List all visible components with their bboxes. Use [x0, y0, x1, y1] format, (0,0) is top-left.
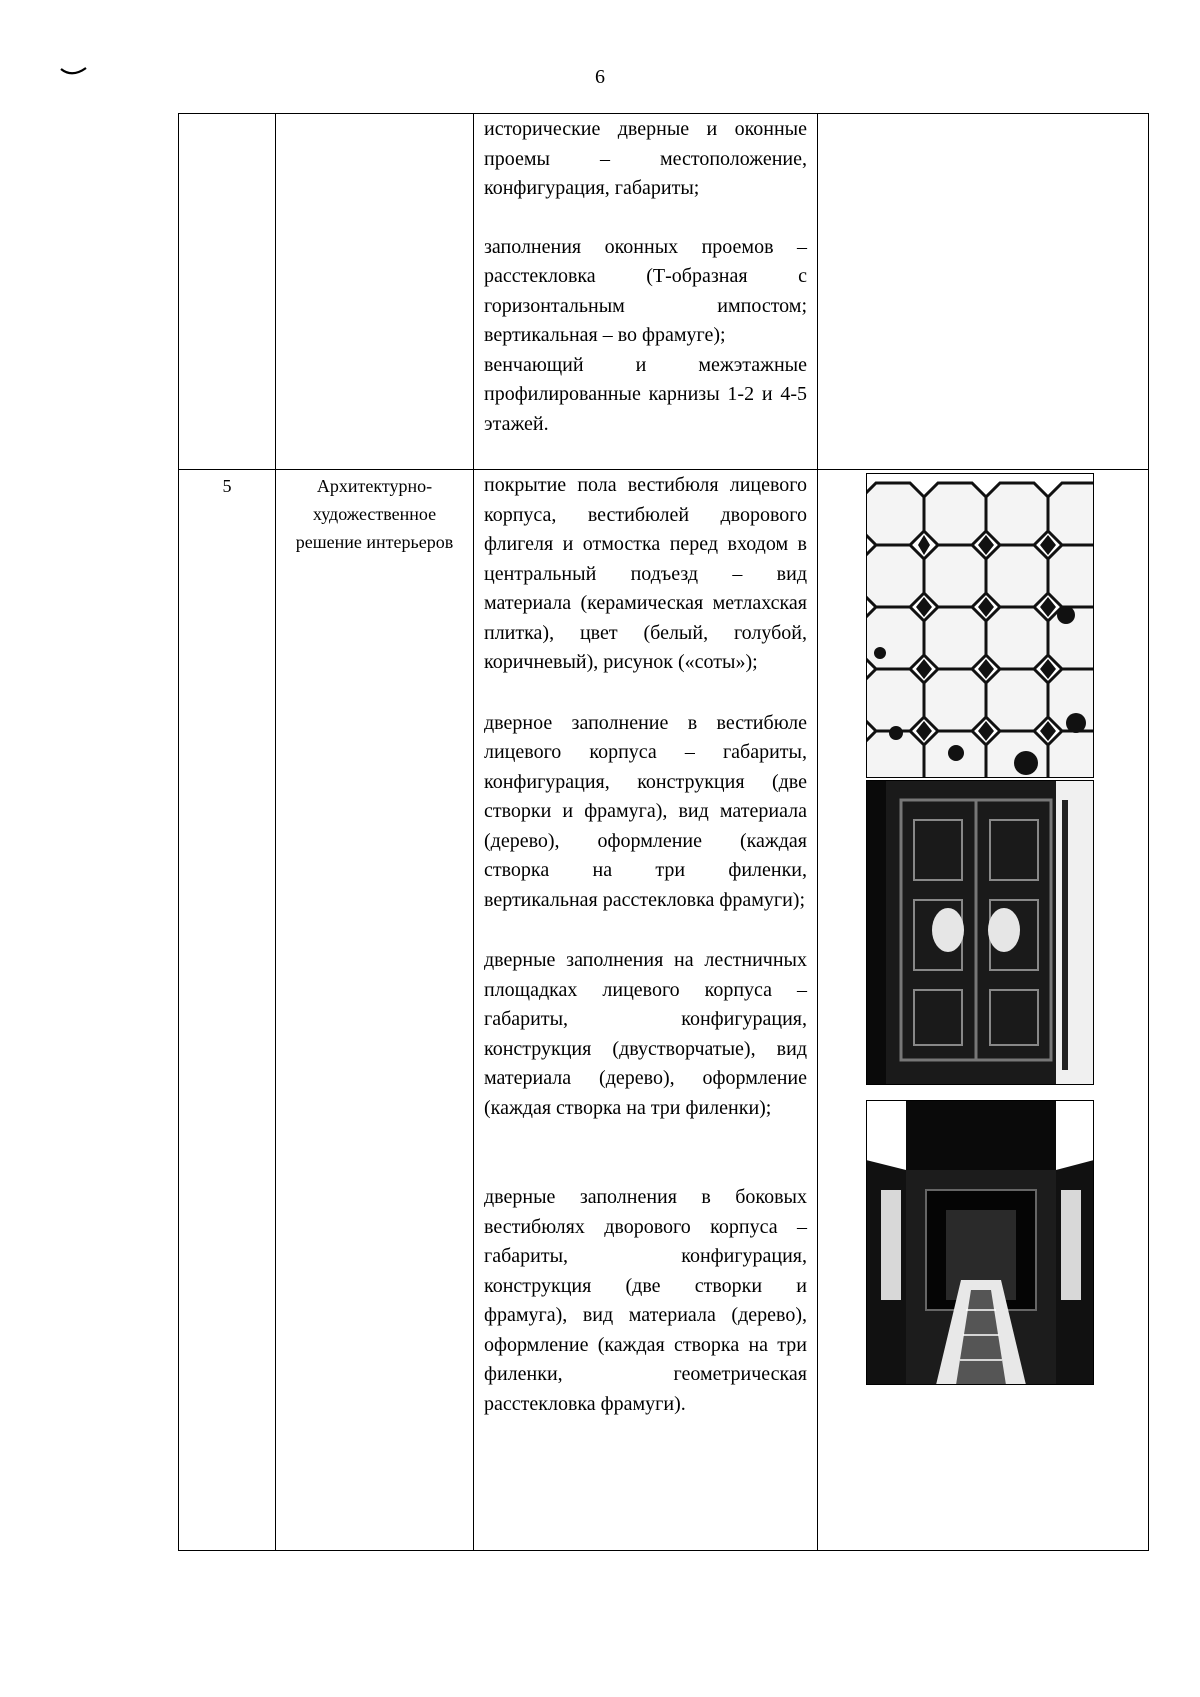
section-name-cell: [276, 114, 474, 470]
section-name: [276, 114, 473, 116]
row-number: [179, 114, 275, 116]
floor-tile-photo: [866, 473, 1094, 778]
section-name: Архитектурно-художественное решение интерьеров: [295, 476, 454, 552]
description-paragraph: дверные заполнения на лестничных площадках лицевого корпуса – габариты, конфигурация, конструкция (двустворчатые), вид материала (дерево), оформление (каждая створка на три филенки);: [484, 949, 807, 1119]
description-paragraph: исторические дверные и оконные проемы – местоположение, конфигурация, габариты;: [484, 118, 807, 199]
section-name-cell: [276, 470, 474, 1551]
description-paragraph: дверное заполнение в вестибюле лицевого корпуса – габариты, конфигурация, конструкция (две створки и фрамуга), вид материала (дерево), оформление (каждая створка на три филенки, вертикальная расстекловка фрамуги);: [484, 711, 807, 911]
page-number: 6: [595, 66, 605, 88]
protected-features-table: [178, 113, 1149, 1551]
row-number: 5: [222, 476, 232, 496]
vestibule-door-photo: [866, 780, 1094, 1085]
description-paragraph: дверные заполнения в боковых вестибюлях дворового корпуса – габариты, конфигурация, конструкция (две створки и фрамуга), вид материала (дерево), оформление (каждая створка на три филенки, геометрическая расстекловка фрамуги).: [484, 1186, 807, 1415]
row-number-cell: [179, 114, 276, 470]
description-paragraph: венчающий и межэтажные профилированные карнизы 1-2 и 4-5 этажей.: [484, 353, 807, 435]
table-row: [179, 114, 1149, 470]
illustration-cell: [818, 470, 1149, 1551]
illustration-cell: [818, 114, 1149, 470]
row-number-cell: [179, 470, 276, 1551]
description-cell: [474, 114, 818, 470]
description-cell: [474, 470, 818, 1551]
description-paragraph: покрытие пола вестибюля лицевого корпуса, вестибюлей дворового флигеля и отмостка перед входом в центральный подъезд – вид материала (керамическая метлахская плитка), цвет (белый, голубой, коричневый), рисунок («соты»);: [484, 474, 807, 673]
corridor-door-photo: [866, 1100, 1094, 1385]
description-paragraph: заполнения оконных проемов – расстекловка (Т-образная с горизонтальным импостом; вертикальная – во фрамуге);: [484, 235, 807, 346]
table-row: [179, 470, 1149, 1551]
